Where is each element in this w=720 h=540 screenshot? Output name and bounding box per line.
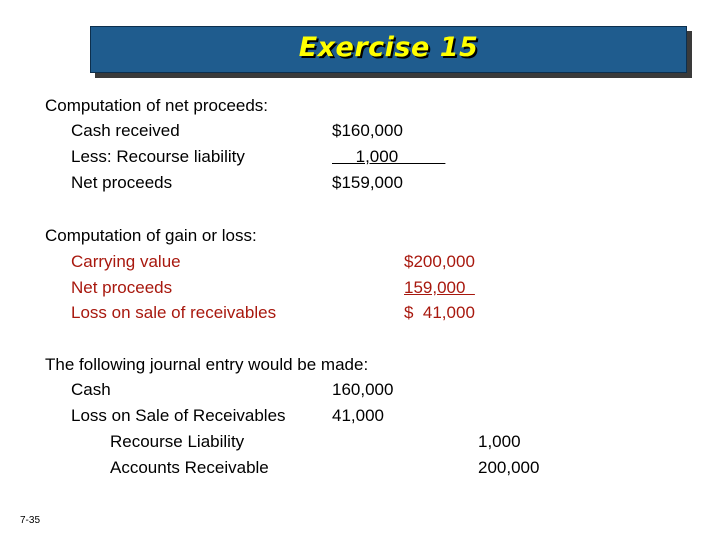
recourse-liability-value: 1,000 — [332, 147, 446, 166]
journal-credit-receivable: 200,000 — [478, 458, 540, 477]
carrying-value-label: Carrying value — [71, 252, 181, 271]
journal-account-receivable: Accounts Receivable — [110, 458, 269, 477]
loss-on-sale-value: $ 41,000 — [404, 303, 475, 322]
net-proceeds-value-2: 159,000 — [404, 278, 475, 297]
journal-debit-loss: 41,000 — [332, 406, 384, 425]
journal-account-recourse: Recourse Liability — [110, 432, 245, 451]
net-proceeds-label-2: Net proceeds — [71, 278, 173, 297]
recourse-liability-label: Less: Recourse liability — [71, 147, 245, 166]
journal-account-cash: Cash — [71, 380, 111, 399]
net-proceeds-value: $159,000 — [332, 173, 403, 192]
cash-received-value: $160,000 — [332, 121, 403, 140]
slide-title: Exercise 15 — [298, 32, 479, 63]
journal-credit-recourse: 1,000 — [478, 432, 521, 451]
title-banner — [90, 26, 687, 73]
journal-entry-heading: The following journal entry would be made: — [45, 355, 369, 374]
journal-debit-cash: 160,000 — [332, 380, 394, 399]
net-proceeds-heading: Computation of net proceeds: — [45, 96, 269, 115]
carrying-value-value: $200,000 — [404, 252, 475, 271]
slide-number: 7-35 — [20, 515, 41, 526]
loss-on-sale-label: Loss on sale of receivables — [71, 303, 277, 322]
journal-account-loss: Loss on Sale of Receivables — [71, 406, 286, 425]
net-proceeds-label: Net proceeds — [71, 173, 173, 192]
gain-loss-heading: Computation of gain or loss: — [45, 226, 257, 245]
cash-received-label: Cash received — [71, 121, 180, 140]
